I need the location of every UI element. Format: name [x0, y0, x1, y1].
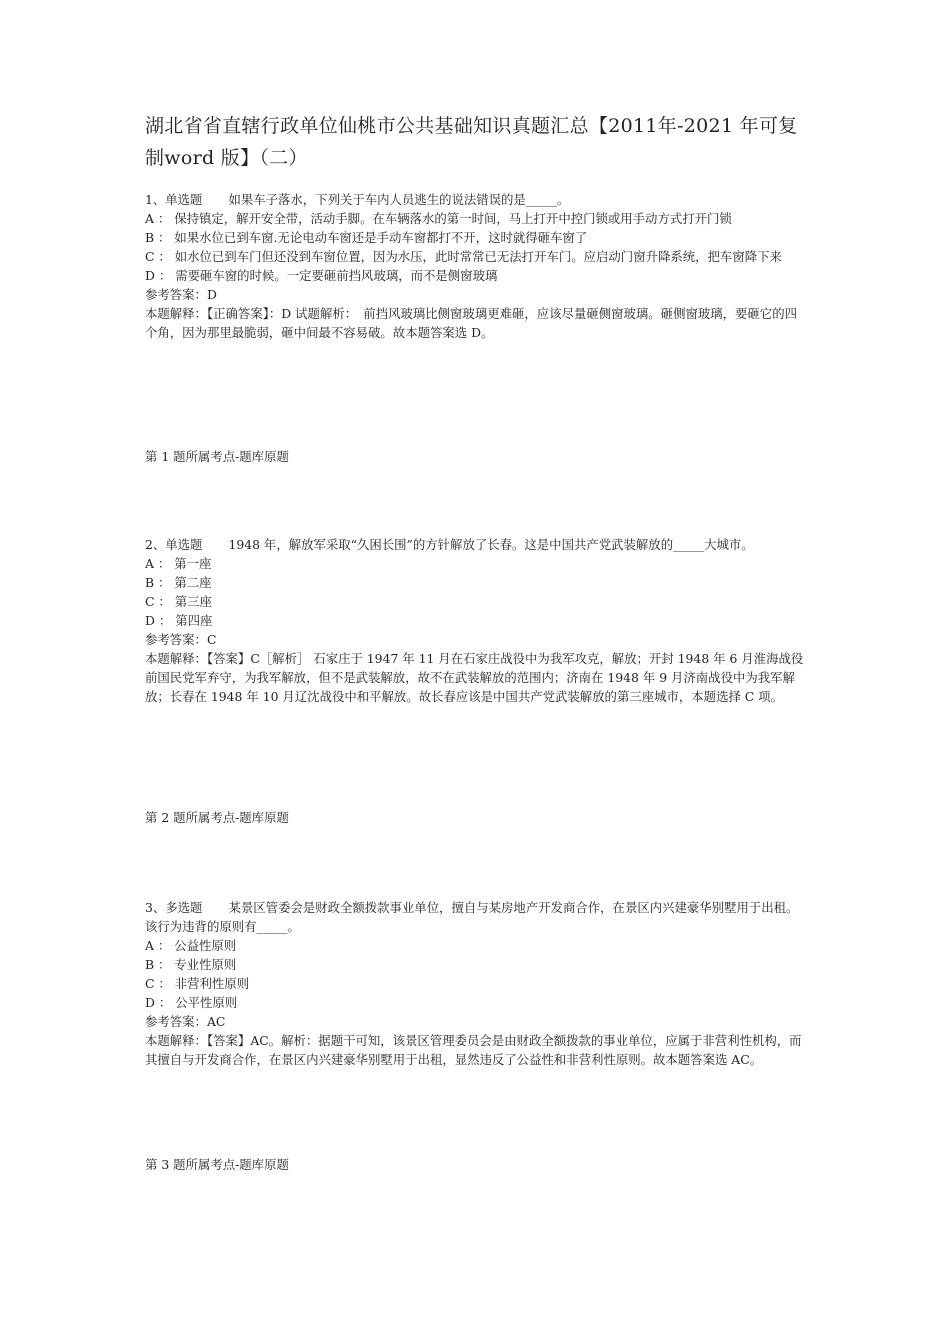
option-a: A ： 保持镇定，解开安全带，活动手脚。在车辆落水的第一时间，马上打开中控门锁或用手动方式打开门锁: [145, 211, 732, 226]
option-b: B ： 专业性原则: [145, 957, 237, 972]
question-topic: 第 2 题所属考点-题库原题: [145, 810, 289, 825]
question-stem-line: [145, 190, 805, 209]
option-d: D ： 公平性原则: [145, 995, 238, 1010]
question-stem-line: [145, 535, 805, 554]
option-a: A ： 第一座: [145, 556, 212, 571]
reference-answer: 参考答案：D: [145, 287, 217, 302]
option-a: A ： 公益性原则: [145, 938, 237, 953]
explanation: 本题解释：【正确答案】：D 试题解析： 前挡风玻璃比侧窗玻璃更难砸，应该尽量砸侧窗玻璃。砸侧窗玻璃，要砸它的四个角，因为那里最脆弱，砸中间最不容易破。故本题答案选 D。: [145, 306, 797, 340]
option-b: B ： 如果水位已到车窗.无论电动车窗还是手动车窗都打不开，这时就得砸车窗了: [145, 230, 588, 245]
option-c: C ： 非营利性原则: [145, 976, 250, 991]
option-c: C ： 第三座: [145, 594, 212, 609]
question-stem: 如果车子落水，下列关于车内人员逃生的说法错误的是_____。: [228, 192, 570, 207]
question-2: [145, 535, 805, 706]
option-d: D ： 第四座: [145, 613, 213, 628]
question-topic: 第 1 题所属考点-题库原题: [145, 449, 289, 464]
question-number: 3、: [145, 900, 166, 915]
option-d: D ： 需要砸车窗的时候。一定要砸前挡风玻璃，而不是侧窗玻璃: [145, 268, 498, 283]
reference-answer: 参考答案：C: [145, 632, 217, 647]
question-1: [145, 190, 805, 342]
document-title: 湖北省省直辖行政单位仙桃市公共基础知识真题汇总【2011年-2021 年可复制word 版】（二）: [145, 115, 798, 169]
option-c: C ： 如水位已到车门但还没到车窗位置，因为水压，此时常常已无法打开车门。应启动门窗升降系统，把车窗降下来: [145, 249, 782, 264]
question-type: 单选题: [165, 192, 203, 207]
question-type: 多选题: [165, 900, 203, 915]
explanation: 本题解释：【答案】AC。解析：据题干可知，该景区管理委员会是由财政全额拨款的事业单位，应属于非营利性机构，而其擅自与开发商合作，在景区内兴建豪华别墅用于出租，显然违反了公益性和非营利性原则。故本题答案选 AC。: [145, 1033, 802, 1067]
question-3: [145, 898, 805, 1069]
question-stem-line: [145, 898, 805, 936]
question-type: 单选题: [165, 537, 203, 552]
explanation: 本题解释：【答案】C［解析］ 石家庄于 1947 年 11 月在石家庄战役中为我军攻克，解放；开封 1948 年 6 月淮海战役前国民党军弃守，为我军解放，但不是武装解放，故不在武装解放的范围内；济南在 1948 年 9 月济南战役中为我军解放；长春在 1948 年 10 月辽沈战役中和平解放。故长春应该是中国共产党武装解放的第三座城市，本题选择 C 项。: [145, 651, 804, 704]
option-b: B ： 第二座: [145, 575, 212, 590]
document-page: [145, 110, 805, 1172]
question-number: 1、: [145, 192, 166, 207]
question-number: 2、: [145, 537, 166, 552]
reference-answer: 参考答案：AC: [145, 1014, 226, 1029]
question-stem: 1948 年，解放军采取“久困长围”的方针解放了长春。这是中国共产党武装解放的_____大城市。: [228, 537, 754, 552]
question-topic: 第 3 题所属考点-题库原题: [145, 1157, 289, 1172]
question-stem: 某景区管委会是财政全额拨款事业单位，擅自与某房地产开发商合作，在景区内兴建豪华别墅用于出租。该行为违背的原则有_____。: [145, 900, 799, 934]
